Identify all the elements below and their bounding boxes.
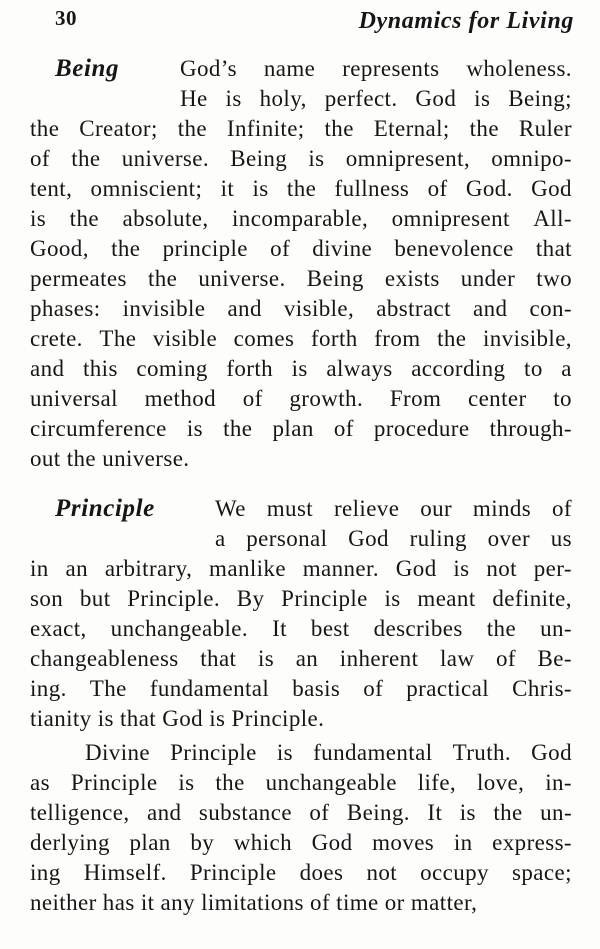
running-title: Dynamics for Living: [358, 8, 574, 34]
text-line: He is holy, perfect. God is Being;: [180, 86, 572, 111]
text-line: derlying plan by which God moves in express-: [30, 830, 572, 855]
text-line: is the absolute, incomparable, omnipresent All-: [30, 206, 572, 231]
text-line: ing Himself. Principle does not occupy space;: [30, 860, 572, 885]
section-heading: Principle: [55, 495, 155, 522]
text-line: Good, the principle of divine benevolence that: [30, 236, 572, 261]
text-line: tianity is that God is Principle.: [30, 706, 325, 731]
text-line: telligence, and substance of Being. It is the un-: [30, 800, 572, 825]
text-line: and this coming forth is always according to a: [30, 356, 572, 381]
text-line: neither has it any limitations of time or matter,: [30, 890, 478, 915]
text-line: son but Principle. By Principle is meant definite,: [30, 586, 572, 611]
section-principle: [30, 494, 572, 734]
text-line: circumference is the plan of procedure through-: [30, 416, 572, 441]
page-number: 30: [55, 6, 77, 30]
text-line: We must relieve our minds of: [215, 496, 572, 521]
text-line: God’s name represents wholeness.: [180, 56, 572, 81]
text-line: in an arbitrary, manlike manner. God is not per-: [30, 556, 572, 581]
text-line: the Creator; the Infinite; the Eternal; the Ruler: [30, 116, 572, 141]
paragraph-divine-principle: [30, 738, 572, 918]
text-line: a personal God ruling over us: [215, 526, 572, 551]
text-line: Divine Principle is fundamental Truth. God: [85, 740, 572, 765]
text-line: universal method of growth. From center to: [30, 386, 572, 411]
text-line: of the universe. Being is omnipresent, omnipo-: [30, 146, 572, 171]
text-line: exact, unchangeable. It best describes the un-: [30, 616, 572, 641]
text-line: changeableness that is an inherent law of Be-: [30, 646, 572, 671]
text-line: tent, omniscient; it is the fullness of God. God: [30, 176, 572, 201]
text-line: as Principle is the unchangeable life, love, in-: [30, 770, 572, 795]
section-being: [30, 54, 572, 474]
text-line: crete. The visible comes forth from the invisible,: [30, 326, 572, 351]
text-line: phases: invisible and visible, abstract and con-: [30, 296, 572, 321]
text-line: out the universe.: [30, 446, 190, 471]
section-heading: Being: [55, 55, 120, 82]
text-line: ing. The fundamental basis of practical Chris-: [30, 676, 572, 701]
text-line: permeates the universe. Being exists under two: [30, 266, 572, 291]
text-content: [30, 54, 572, 918]
